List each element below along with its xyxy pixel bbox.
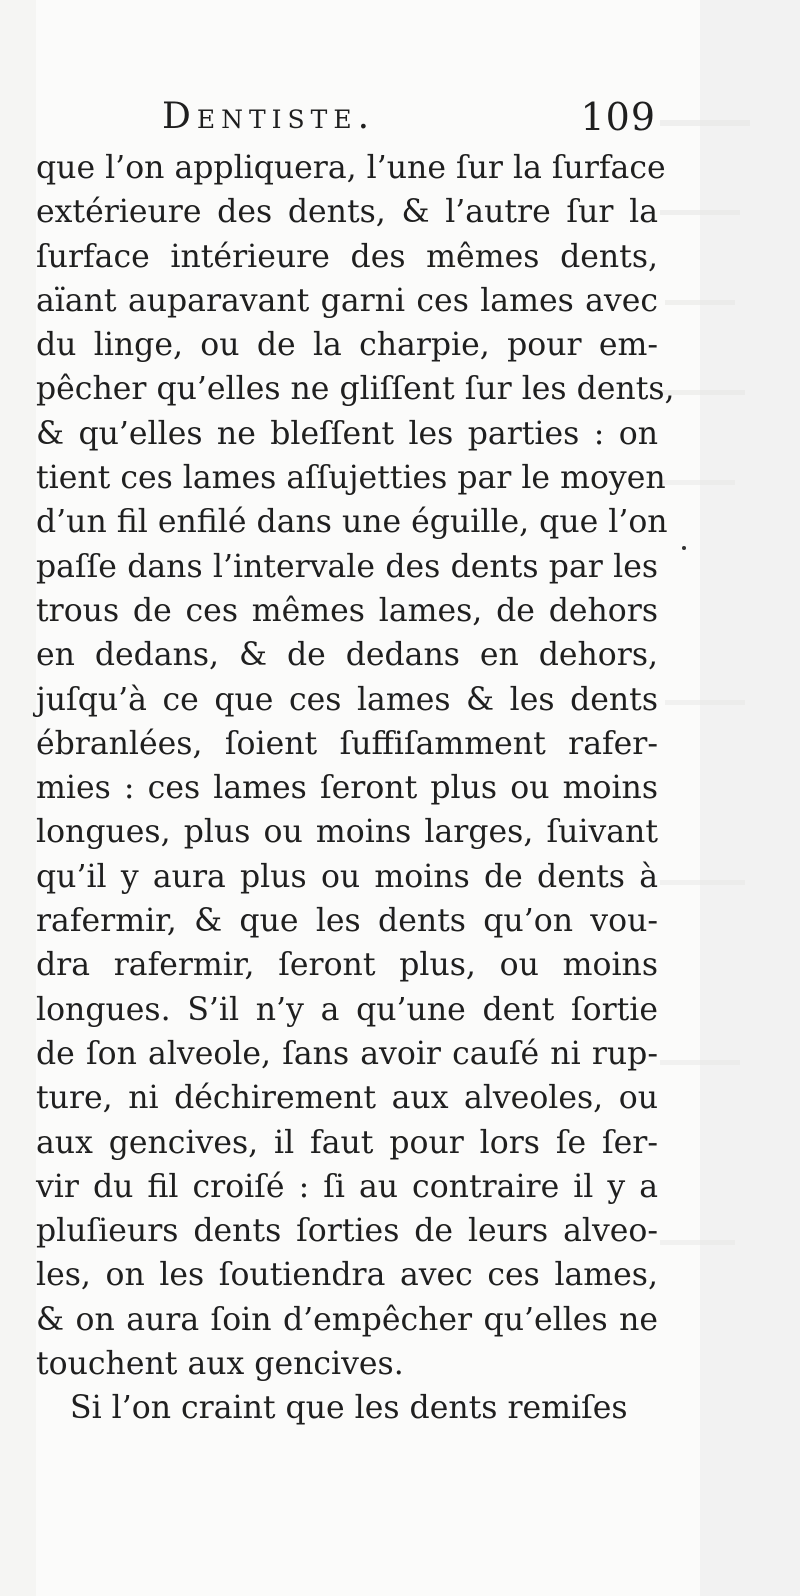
text-line: aïant auparavant garni ces lames avec (36, 282, 658, 319)
paragraph-start-line: Si l’on craint que les dents remiſes (70, 1390, 628, 1427)
page-header (38, 95, 656, 139)
text-line: d’un fil enfilé dans une éguille, que l’on (36, 504, 668, 541)
text-line: les, on les ſoutiendra avec ces lames, (36, 1257, 658, 1294)
text-line: vir du fil croiſé : ſi au contraire il y a (36, 1168, 658, 1205)
text-line: longues. S’il n’y a qu’une dent ſortie (36, 991, 658, 1028)
text-line: dra rafermir, ſeront plus, ou moins (36, 947, 658, 984)
text-line: mies : ces lames ſeront plus ou moins (36, 770, 658, 807)
text-line: de ſon alveole, ſans avoir cauſé ni rup- (36, 1035, 658, 1072)
text-line: du linge, ou de la charpie, pour em- (36, 327, 658, 364)
margin-ink-dot (682, 546, 686, 550)
paragraph-end-line: touchent aux gencives. (36, 1346, 404, 1383)
text-line: longues, plus ou moins larges, ſuivant (36, 814, 658, 851)
text-line: qu’il y aura plus ou moins de dents à (36, 858, 658, 895)
body-text (36, 146, 675, 1431)
text-line: pêcher qu’elles ne gliſſent ſur les dents, (36, 371, 675, 408)
page-number: 109 (580, 95, 656, 139)
text-line: pluſieurs dents ſorties de leurs alveo- (36, 1213, 658, 1250)
text-line: & on aura ſoin d’empêcher qu’elles ne (36, 1301, 658, 1338)
text-line: ſurface intérieure des mêmes dents, (36, 238, 658, 275)
text-line: juſqu’à ce que ces lames & les dents (36, 681, 658, 718)
text-line: trous de ces mêmes lames, de dehors (36, 592, 658, 629)
text-line: & qu’elles ne bleſſent les parties : on (36, 415, 658, 452)
text-line: aux gencives, il faut pour lors ſe ſer- (36, 1124, 658, 1161)
text-line: ébranlées, ſoient ſuffiſamment rafer- (36, 725, 658, 762)
text-line: en dedans, & de dedans en dehors, (36, 637, 658, 674)
running-head: Dentiste. (162, 96, 376, 137)
text-line: tient ces lames aſſujetties par le moyen (36, 460, 666, 497)
text-line: ture, ni déchirement aux alveoles, ou (36, 1080, 658, 1117)
text-line: rafermir, & que les dents qu’on vou- (36, 903, 658, 940)
text-line: que l’on appliquera, l’une ſur la ſurface (36, 150, 666, 186)
text-line: paſſe dans l’intervale des dents par les (36, 548, 658, 585)
text-line: extérieure des dents, & l’autre ſur la (36, 194, 658, 231)
